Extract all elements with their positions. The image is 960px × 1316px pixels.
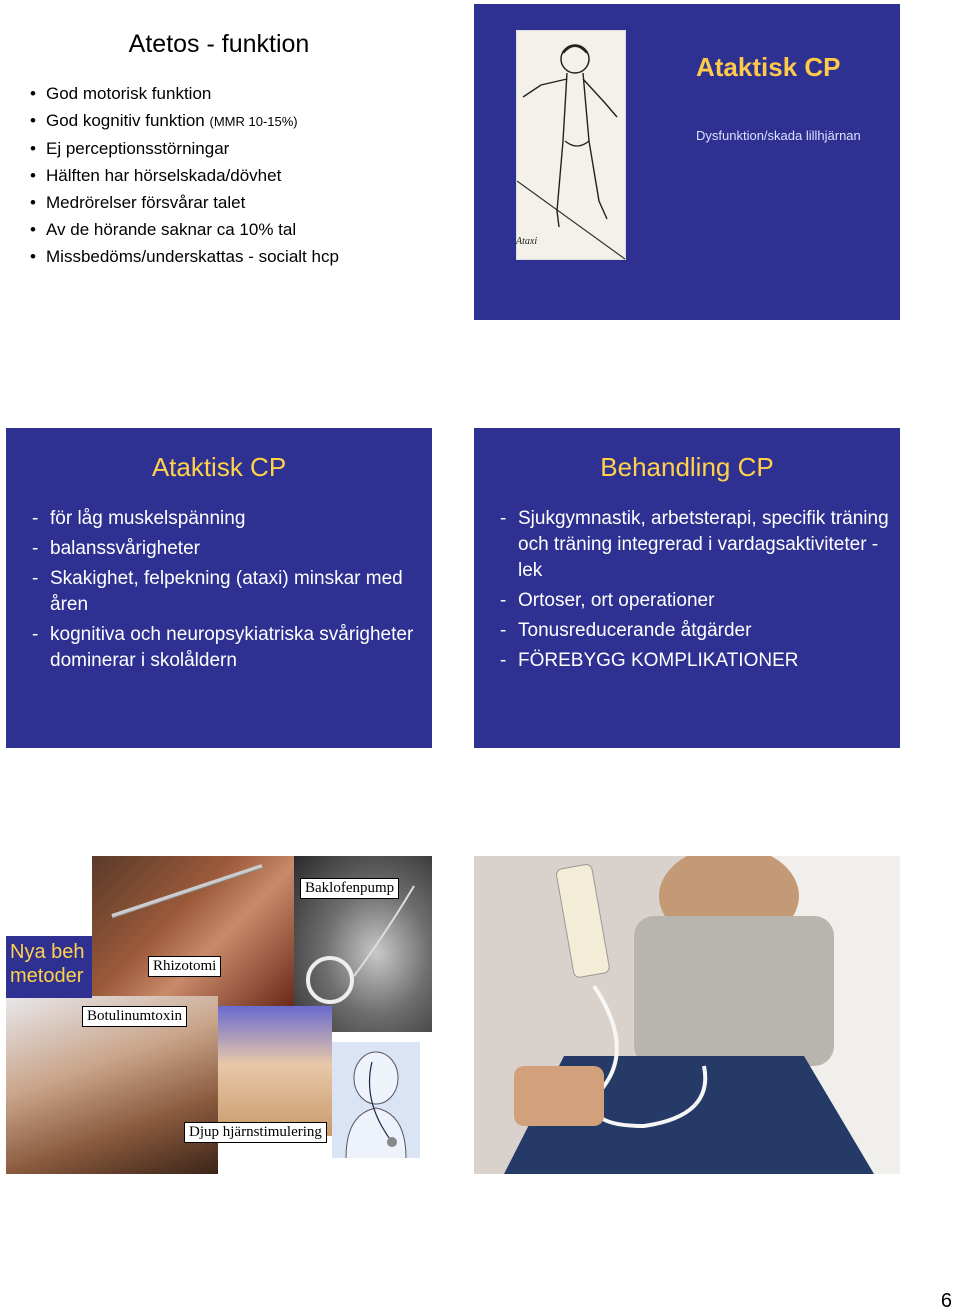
list-item: - Tonusreducerande åtgärder: [500, 618, 896, 644]
bullet-note: (MMR 10-15%): [209, 114, 298, 129]
bullet-item: • Missbedöms/underskattas - socialt hcp: [30, 243, 339, 270]
slide-title: Ataktisk CP: [151, 452, 287, 482]
slide-ataktisk-cp-details: [6, 428, 432, 748]
bullet-item: • God kognitiv funktion (MMR 10-15%): [30, 107, 339, 135]
dash-list: [500, 506, 896, 678]
slide-ataktisk-cp-intro: [474, 4, 900, 320]
slide-title: Atetos - funktion: [128, 30, 310, 58]
slide-behandling-cp: [474, 428, 900, 748]
bullet-list: [30, 80, 339, 270]
label-djup-hjarnstimulering: Djup hjärnstimulering: [184, 1122, 327, 1143]
page-number: 6: [940, 1290, 952, 1312]
ataxia-sketch-image: [516, 30, 626, 260]
bullet-item: • Av de hörande saknar ca 10% tal: [30, 216, 339, 243]
label-baklofenpump: Baklofenpump: [300, 878, 399, 899]
walking-child-drawing: [517, 31, 627, 261]
label-botulinumtoxin: Botulinumtoxin: [82, 1006, 187, 1027]
bullet-item: • God motorisk funktion: [30, 80, 339, 107]
slide-subtitle: Dysfunktion/skada lillhjärnan: [696, 128, 861, 143]
list-item: - för låg muskelspänning: [32, 506, 428, 532]
list-item: - Sjukgymnastik, arbetsterapi, specifik träning och träning integrerad i vardagsaktiviteter - lek: [500, 506, 896, 584]
bullet-item: • Ej perceptionsstörningar: [30, 135, 339, 162]
bullet-item: • Medrörelser försvårar talet: [30, 189, 339, 216]
image-caption: Ataxi: [516, 236, 538, 247]
brain-stimulation-diagram: [332, 1042, 420, 1158]
head-with-electrode-drawing: [332, 1042, 420, 1158]
list-item: - balanssvårigheter: [32, 536, 428, 562]
section-heading: Nya beh metoder: [6, 936, 92, 998]
slide-atetos-funktion: [6, 4, 432, 320]
list-item: - kognitiva och neuropsykiatriska svårigheter dominerar i skolåldern: [32, 622, 428, 674]
slide-nya-beh-metoder: [6, 856, 432, 1174]
child-with-pump-photo: [474, 856, 900, 1174]
mannequin-photo: [218, 1006, 332, 1136]
bullet-item: • Hälften har hörselskada/dövhet: [30, 162, 339, 189]
rhizotomy-electrodes-drawing: [92, 856, 294, 1006]
surgery-photo: [92, 856, 294, 1006]
slide-title: Ataktisk CP: [696, 52, 841, 82]
slide-pump-photo: [474, 856, 900, 1174]
list-item: - Ortoser, ort operationer: [500, 588, 896, 614]
list-item: - Skakighet, felpekning (ataxi) minskar med åren: [32, 566, 428, 618]
dash-list: [32, 506, 428, 678]
list-item: - FÖREBYGG KOMPLIKATIONER: [500, 648, 896, 674]
slide-title: Behandling CP: [600, 452, 774, 482]
label-rhizotomi: Rhizotomi: [148, 956, 221, 977]
